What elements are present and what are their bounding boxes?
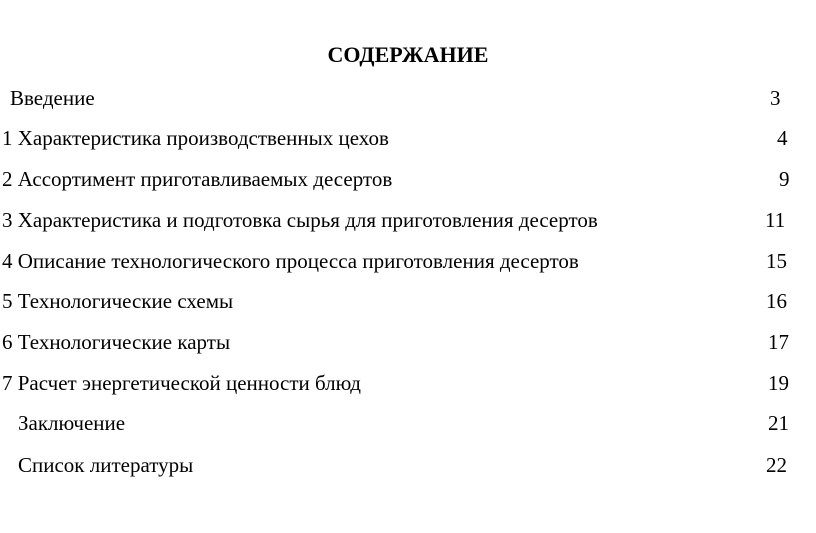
toc-entry-label: 1 Характеристика производственных цехов	[2, 126, 389, 150]
toc-entry-page: 22	[766, 453, 787, 477]
toc-entry-page: 15	[766, 249, 787, 273]
toc-entry-page: 11	[765, 208, 786, 232]
toc-entry-page: 17	[768, 330, 789, 354]
toc-entry-label: 2 Ассортимент приготавливаемых десертов	[2, 167, 393, 191]
toc-entry-page: 16	[766, 289, 787, 313]
toc-entry-page: 9	[779, 167, 790, 191]
toc-entry-page: 21	[768, 411, 789, 435]
page-title: СОДЕРЖАНИЕ	[327, 42, 489, 67]
toc-entry-label: Заключение	[18, 411, 126, 435]
toc-entry-page: 4	[777, 126, 788, 150]
toc-entry-label: Список литературы	[18, 453, 194, 477]
toc-entry-label: Введение	[10, 86, 95, 110]
toc-entry-page: 19	[768, 371, 789, 395]
toc-entry-label: 6 Технологические карты	[2, 330, 231, 354]
toc-entry-page: 3	[770, 86, 781, 110]
toc-entry-label: 3 Характеристика и подготовка сырья для приготовления десертов	[2, 208, 598, 232]
toc-entry-label: 4 Описание технологического процесса приготовления десертов	[2, 249, 579, 273]
toc-entry-label: 5 Технологические схемы	[2, 289, 234, 313]
toc-entry-label: 7 Расчет энергетической ценности блюд	[2, 371, 361, 395]
